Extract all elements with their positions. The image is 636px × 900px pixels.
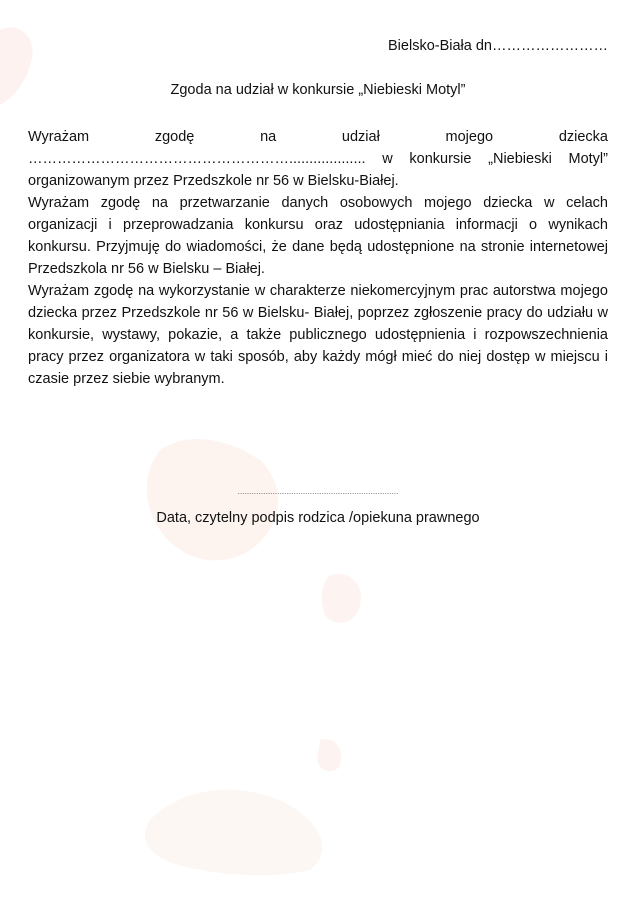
place-date-line: Bielsko-Biała dn……………………: [388, 38, 608, 54]
consent-paragraph-data-processing: Wyrażam zgodę na przetwarzanie danych osobowych mojego dziecka w celach organizacji i przeprowadzania konkursu oraz udostępniania informacji o wynikach konkursu. Przyjmuję do wiadomości, że dane będą udostępnione na stronie internetowej Przedszkola nr 56 w Bielsku – Białej.: [28, 195, 608, 277]
watermark-shape-lower: [320, 570, 370, 630]
watermark-shape-right: [315, 735, 345, 775]
document-title: Zgoda na udział w konkursie „Niebieski Motyl”: [170, 82, 466, 98]
signature-line: ……………………………………………………………: [237, 489, 399, 496]
consent-paragraph-participation: Wyrażam zgodę na udział mojego dziecka ………………………………………………................... w konkursie „Niebieski Motyl” organizowanym przez Przedszkole nr 56 w Bielsku-Białej.: [28, 129, 608, 189]
consent-body: [28, 126, 608, 390]
signature-label: Data, czytelny podpis rodzica /opiekuna prawnego: [156, 510, 480, 526]
watermark-shape-bottom: [140, 780, 340, 880]
consent-paragraph-work-usage: Wyrażam zgodę na wykorzystanie w charakterze niekomercyjnym prac autorstwa mojego dziecka przez Przedszkole nr 56 w Bielsku- Białej, poprzez zgłoszenie pracy do udziału w konkursie, wystawy, pokazie, a także publicznego udostępnienia i rozpowszechnienia pracy przez organizatora w taki sposób, aby każdy mógł mieć do niej dostęp w miejscu i czasie przez siebie wybranym.: [28, 283, 608, 387]
watermark-shape-middle: [140, 430, 300, 570]
